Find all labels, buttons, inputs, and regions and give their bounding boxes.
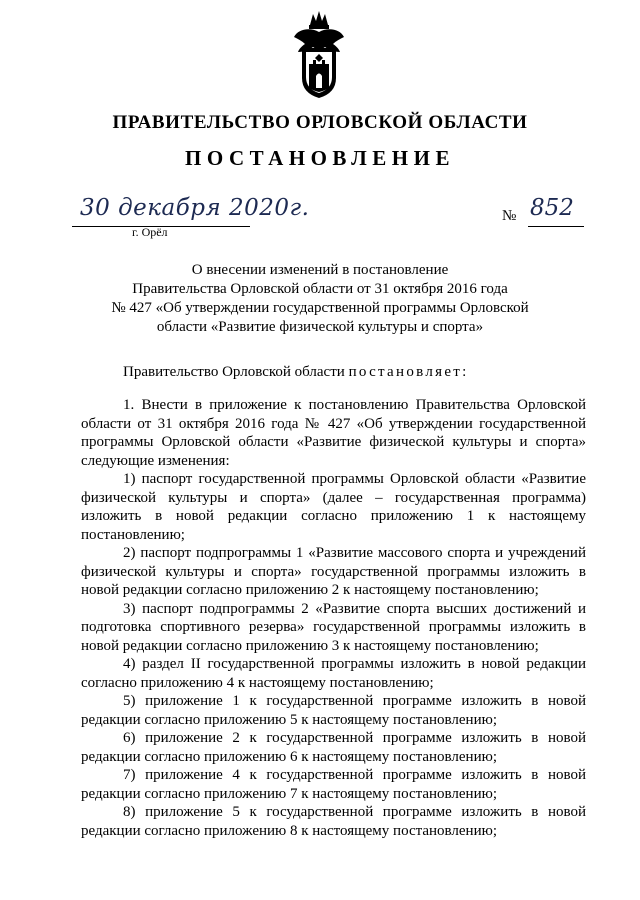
document-subject [100, 261, 540, 337]
preamble-text: Правительство Орловской области [123, 364, 349, 380]
body-paragraph: 7) приложение 4 к государственной программе изложить в новой редакции согласно приложению 7 к настоящему постановлению; [81, 767, 586, 802]
preamble [123, 364, 469, 381]
preamble-decree-word: постановляет: [348, 364, 469, 380]
number-sign: № [502, 208, 517, 224]
body-paragraph: 3) паспорт подпрограммы 2 «Развитие спорта высших достижений и подготовка спортивного резерва» государственной программы изложить в новой редакции согласно приложению 3 к настоящему постановлению; [81, 600, 586, 654]
body-paragraph: 1. Внести в приложение к постановлению Правительства Орловской области от 31 октября 2016 года № 427 «Об утверждении государственной программы Орловской области «Развитие физической культуры и спорта» следующие изменения: [81, 397, 586, 469]
body-paragraph: 6) приложение 2 к государственной программе изложить в новой редакции согласно приложению 6 к настоящему постановлению; [81, 730, 586, 765]
government-title: ПРАВИТЕЛЬСТВО ОРЛОВСКОЙ ОБЛАСТИ [112, 112, 528, 133]
body-paragraph: 2) паспорт подпрограммы 1 «Развитие массового спорта и учреждений физической культуры и спорта» государственной программы изложить в новой редакции согласно приложению 2 к настоящему постановлению; [81, 545, 586, 598]
body-paragraph: 5) приложение 1 к государственной программе изложить в новой редакции согласно приложению 5 к настоящему постановлению; [81, 693, 586, 728]
subject-line: области «Развитие физической культуры и спорта» [156, 319, 484, 335]
subject-line: О внесении изменений в постановление [191, 262, 449, 278]
coat-of-arms-icon [292, 8, 346, 100]
body-paragraph: 1) паспорт государственной программы Орловской области «Развитие физической культуры и спорта» (далее – государственная программа) изложить в новой редакции согласно приложению 1 к настоящему постановлению; [81, 471, 586, 543]
subject-line: № 427 «Об утверждении государственной программы Орловской [111, 300, 529, 316]
subject-line: Правительства Орловской области от 31 октября 2016 года [132, 281, 508, 297]
handwritten-date: 30 декабря 2020г. [80, 195, 310, 221]
body-paragraph: 4) раздел II государственной программы изложить в новой редакции согласно приложению 4 к настоящему постановлению; [81, 656, 586, 691]
document-type-title: ПОСТАНОВЛЕНИЕ [185, 146, 455, 170]
document-body [81, 396, 586, 840]
handwritten-number: 852 [530, 195, 574, 221]
number-underline [528, 226, 584, 227]
body-paragraph: 8) приложение 5 к государственной программе изложить в новой редакции согласно приложению 8 к настоящему постановлению; [81, 804, 586, 839]
city-label: г. Орёл [132, 225, 168, 239]
